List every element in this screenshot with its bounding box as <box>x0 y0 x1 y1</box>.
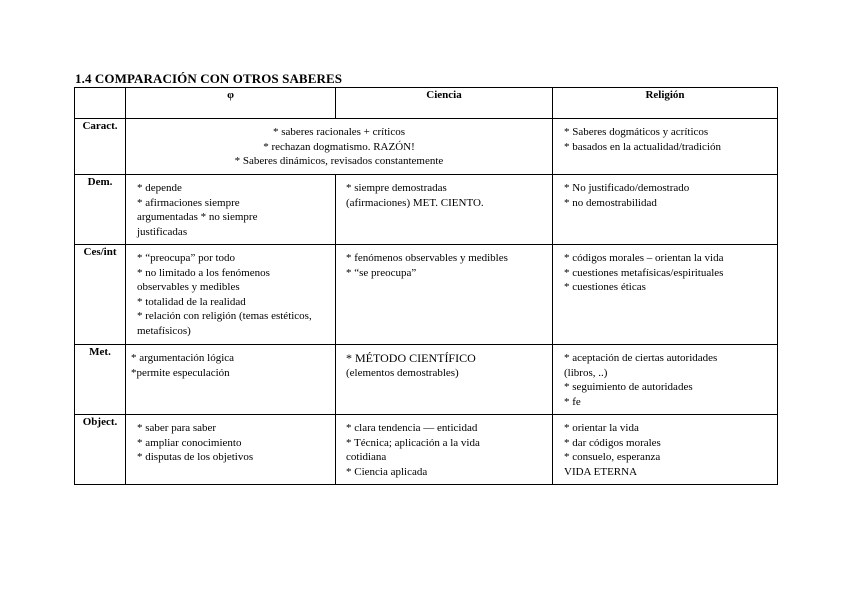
cell-caract-religion <box>553 119 778 175</box>
cell-line: * no demostrabilidad <box>564 196 657 209</box>
row-label-met: Met. <box>75 345 126 415</box>
cell-line: * dar códigos morales <box>564 436 661 449</box>
cell-line: * no limitado a los fenómenos <box>137 266 270 279</box>
header-science: Ciencia <box>336 88 553 119</box>
cell-line: * siempre demostradas <box>346 182 447 194</box>
cell-line: * saberes racionales + críticos <box>272 126 406 138</box>
row-label-object: Object. <box>75 415 126 485</box>
cell-line: metafísicos) <box>137 324 191 337</box>
cell-line: * consuelo, esperanza <box>564 451 661 464</box>
cell-line: * basados en la actualidad/tradición <box>564 140 721 153</box>
cell-line: * afirmaciones siempre <box>137 196 240 209</box>
cell-line: * Saberes dinámicos, revisados constantemente <box>234 155 444 168</box>
row-label-dem: Dem. <box>75 175 126 245</box>
cell-line: * ampliar conocimiento <box>137 436 242 449</box>
cell-cesint-science <box>336 245 553 345</box>
cell-met-science <box>336 345 553 415</box>
cell-line: observables y medibles <box>137 281 240 294</box>
cell-met-religion <box>553 345 778 415</box>
cell-line: * seguimiento de autoridades <box>564 381 693 394</box>
cell-line: * argumentación lógica <box>131 352 235 364</box>
cell-caract-philosophy-science <box>126 119 553 175</box>
cell-line: * Técnica; aplicación a la vida <box>346 436 480 449</box>
cell-object-science <box>336 415 553 485</box>
table-row-caract <box>75 119 778 175</box>
cell-line: * “preocupa” por todo <box>137 252 236 264</box>
cell-line: *permite especulación <box>131 366 230 379</box>
cell-cesint-religion <box>553 245 778 345</box>
table-row-cesint <box>75 245 778 345</box>
cell-line: * cuestiones metafísicas/espirituales <box>564 266 724 279</box>
header-philosophy: φ <box>126 88 336 119</box>
cell-line: cotidiana <box>346 451 387 464</box>
table-row-object <box>75 415 778 485</box>
cell-line: * MÉTODO CIENTÍFICO <box>346 351 476 365</box>
cell-line: VIDA ETERNA <box>564 465 638 478</box>
cell-object-philosophy <box>126 415 336 485</box>
table-header-row <box>75 88 778 119</box>
cell-line: * Ciencia aplicada <box>346 465 428 478</box>
cell-line: * saber para saber <box>137 422 217 434</box>
cell-line: (elementos demostrables) <box>346 366 459 379</box>
cell-line: * aceptación de ciertas autoridades <box>564 352 718 364</box>
cell-line: * Saberes dogmáticos y acríticos <box>564 126 709 138</box>
cell-line: * No justificado/demostrado <box>564 182 690 194</box>
cell-line: argumentadas * no siempre <box>137 211 258 224</box>
cell-line: * orientar la vida <box>564 422 639 434</box>
cell-line: * fenómenos observables y medibles <box>346 252 508 264</box>
row-label-cesint: Ces/int <box>75 245 126 345</box>
document-title: 1.4 COMPARACIÓN CON OTROS SABERES <box>75 71 343 86</box>
row-label-caract: Caract. <box>75 119 126 175</box>
cell-object-religion <box>553 415 778 485</box>
cell-line: * depende <box>137 182 182 194</box>
cell-line: * disputas de los objetivos <box>137 451 254 464</box>
cell-line: (afirmaciones) MET. CIENTO. <box>346 196 484 209</box>
cell-line: (libros, ..) <box>564 366 608 379</box>
comparison-table <box>74 87 778 485</box>
cell-line: justificadas <box>137 225 188 238</box>
table-row-met <box>75 345 778 415</box>
cell-met-philosophy <box>126 345 336 415</box>
cell-line: * clara tendencia — enticidad <box>346 422 478 434</box>
cell-line: * rechazan dogmatismo. RAZÓN! <box>263 140 415 153</box>
header-corner-cell <box>75 88 126 119</box>
header-religion: Religión <box>553 88 778 119</box>
cell-dem-science <box>336 175 553 245</box>
cell-line: * cuestiones éticas <box>564 281 646 294</box>
table-row-dem <box>75 175 778 245</box>
cell-line: * fe <box>564 395 581 408</box>
cell-line: * totalidad de la realidad <box>137 295 246 308</box>
cell-cesint-philosophy <box>126 245 336 345</box>
cell-line: * relación con religión (temas estéticos, <box>137 310 312 323</box>
cell-dem-philosophy <box>126 175 336 245</box>
cell-line: * códigos morales – orientan la vida <box>564 252 724 264</box>
cell-dem-religion <box>553 175 778 245</box>
cell-line: * “se preocupa” <box>346 266 417 279</box>
